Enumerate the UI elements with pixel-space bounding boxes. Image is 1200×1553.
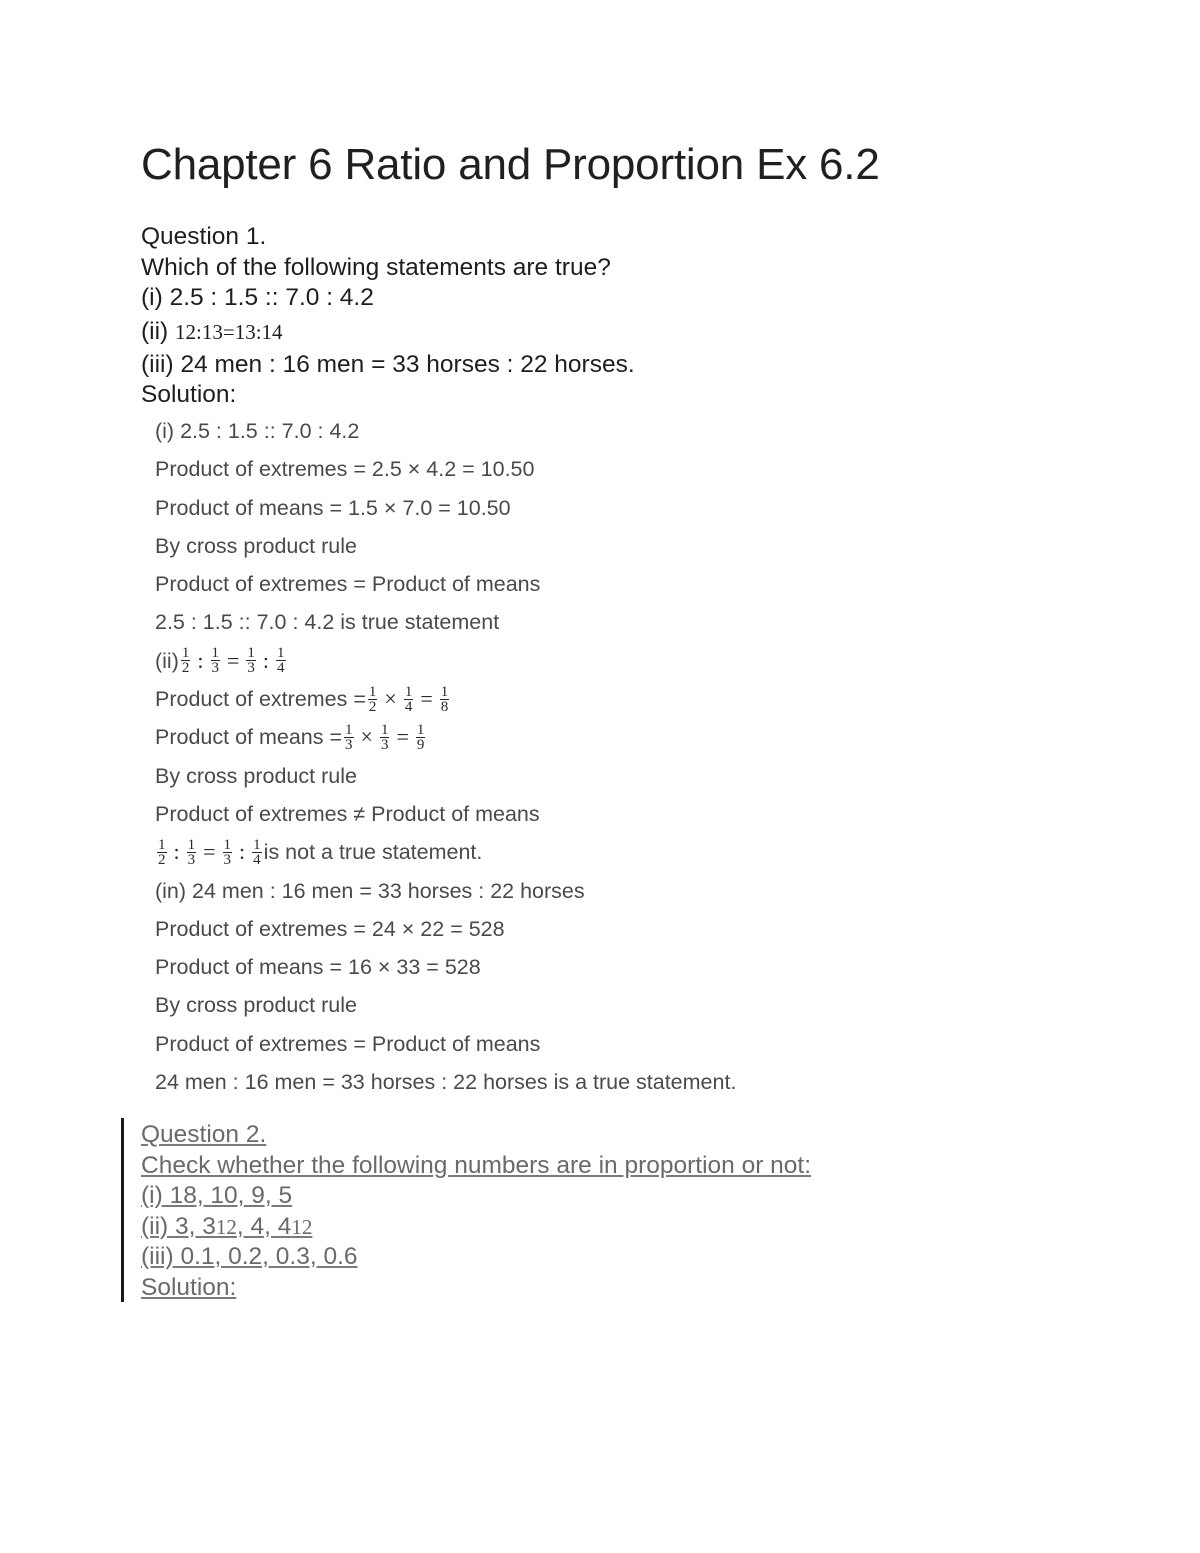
- fraction-one-half: $\frac{1}{2}$: [158, 836, 166, 868]
- solution-iii-rule: By cross product rule: [155, 993, 357, 1018]
- question-2-solution-label: Solution:: [141, 1273, 237, 1301]
- question-2-item-i: (i) 18, 10, 9, 5: [141, 1182, 293, 1209]
- solution-ii-statement: (ii) $\frac{1}{2}$ : $\frac{1}{3}$ = $\frac{1}{3}$ : $\frac{1}{4}$: [155, 642, 736, 680]
- question-2: [141, 1120, 811, 1303]
- question-2-item-ii: (ii) 3, 312, 4, 412: [141, 1212, 313, 1240]
- item-ii-expression: 12:13=13:14: [175, 319, 283, 344]
- fraction-one-third: $\frac{1}{3}$: [211, 645, 219, 677]
- fraction-one-third: $\frac{1}{3}$: [345, 722, 353, 754]
- fraction-one-fourth: $\frac{1}{4}$: [253, 836, 261, 868]
- question-1: [141, 222, 635, 411]
- solution-iii-conclusion: 24 men : 16 men = 33 horses : 22 horses is a true statement.: [155, 1070, 737, 1095]
- question-2-item-iii: (iii) 0.1, 0.2, 0.3, 0.6: [141, 1243, 358, 1270]
- solution-i-extremes: Product of extremes = 2.5 × 4.2 = 10.50: [155, 457, 535, 482]
- solution-1: [155, 412, 736, 1101]
- solution-ii-conclusion: $\frac{1}{2}$ : $\frac{1}{3}$ = $\frac{1}{3}$ : $\frac{1}{4}$ is not a true statement.: [158, 836, 483, 868]
- solution-ii-rule: By cross product rule: [155, 763, 357, 788]
- fraction-one-half: $\frac{1}{2}$: [181, 645, 190, 677]
- solution-i-statement: (i) 2.5 : 1.5 :: 7.0 : 4.2: [155, 419, 360, 443]
- solution-ii-label: (ii): [155, 648, 179, 673]
- question-1-item-iii: (iii) 24 men : 16 men = 33 horses : 22 horses.: [141, 350, 635, 378]
- item-ii-label: (ii): [141, 317, 169, 345]
- fraction-one-half: $\frac{1}{2}$: [368, 683, 377, 715]
- solution-iii-compare: Product of extremes = Product of means: [155, 1031, 541, 1056]
- question-1-heading: Question 1.: [141, 223, 267, 250]
- solution-ii-compare: Product of extremes ≠ Product of means: [155, 801, 540, 826]
- solution-i-conclusion: 2.5 : 1.5 :: 7.0 : 4.2 is true statement: [155, 610, 500, 635]
- solution-i-means: Product of means = 1.5 × 7.0 = 10.50: [155, 495, 511, 520]
- fraction-one-fourth: $\frac{1}{4}$: [404, 683, 413, 715]
- solution-i-compare: Product of extremes = Product of means: [155, 572, 541, 597]
- solution-ii-extremes: Product of extremes = $\frac{1}{2}$ × $\frac{1}{4}$ = $\frac{1}{8}$: [155, 683, 449, 715]
- question-1-prompt: Which of the following statements are true?: [141, 253, 611, 281]
- fraction-one-third: $\frac{1}{3}$: [187, 836, 196, 868]
- question-2-prompt: Check whether the following numbers are in proportion or not:: [141, 1151, 812, 1179]
- question-1-item-ii: [141, 314, 635, 350]
- fraction-one-third: $\frac{1}{3}$: [223, 836, 232, 868]
- fraction-one-fourth: $\frac{1}{4}$: [277, 645, 285, 677]
- fraction-one-eighth: $\frac{1}{8}$: [440, 683, 449, 715]
- solution-ii-means: Product of means = $\frac{1}{3}$ × $\frac{1}{3}$ = $\frac{1}{9}$: [155, 722, 425, 754]
- page-title: Chapter 6 Ratio and Proportion Ex 6.2: [141, 140, 880, 189]
- question-1-item-i: (i) 2.5 : 1.5 :: 7.0 : 4.2: [141, 284, 374, 311]
- question-1-solution-label: Solution:: [141, 381, 237, 408]
- solution-iii-means: Product of means = 16 × 33 = 528: [155, 955, 481, 980]
- change-bar: [121, 1118, 124, 1302]
- question-2-heading: Question 2.: [141, 1121, 267, 1148]
- solution-i-rule: By cross product rule: [155, 533, 357, 558]
- fraction-one-ninth: $\frac{1}{9}$: [416, 722, 425, 754]
- solution-iii-extremes: Product of extremes = 24 × 22 = 528: [155, 916, 505, 941]
- fraction-one-third: $\frac{1}{3}$: [380, 722, 389, 754]
- solution-iii-statement: (in) 24 men : 16 men = 33 horses : 22 horses: [155, 878, 585, 903]
- fraction-one-third: $\frac{1}{3}$: [247, 645, 255, 677]
